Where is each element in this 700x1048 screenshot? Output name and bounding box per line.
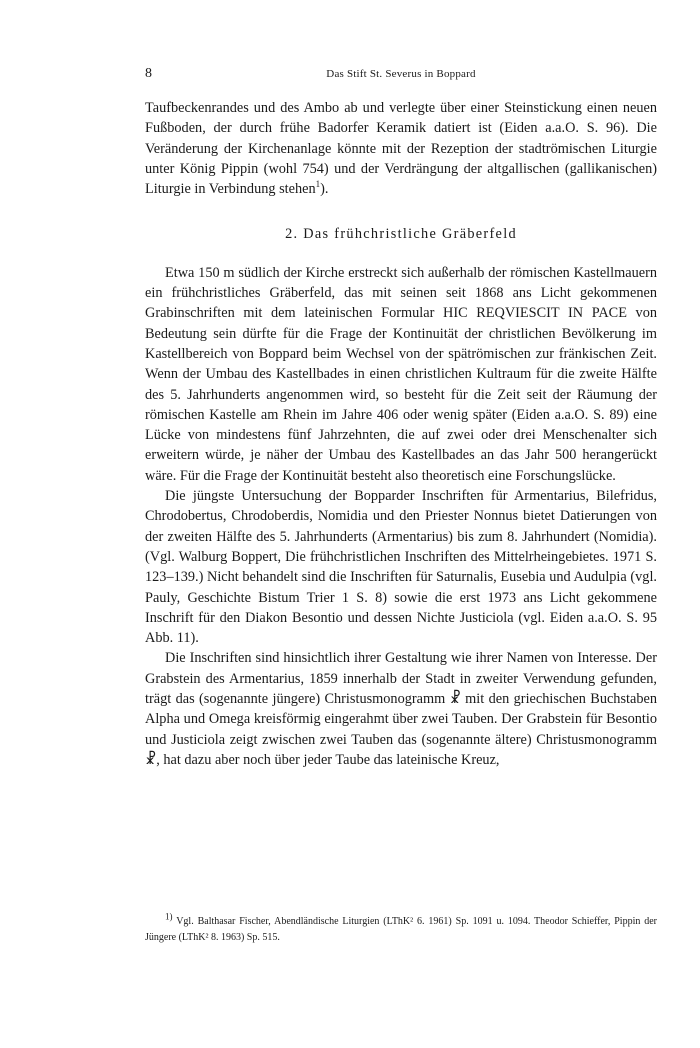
paragraph: Die jüngste Untersuchung der Bopparder Inschriften für Armentarius, Bilefridus, Chrodobertus, Chrodoberdis, Nomidia und den Priester Nonnus bietet Datierungen von der zweiten Hälfte des 5. Jahrhunderts (Armentarius) bis zum 8. Jahrhundert (Nomidia). (Vgl. Walburg Boppert, Die frühchristlichen Inschriften des Mittelrheingebietes. 1971 S. 123–139.) Nicht behandelt sind die Inschriften für Saturnalis, Eusebia und Audulpia (vgl. Pauly, Geschichte Bistum Trier 1 S. 8) sowie die erst 1973 ans Licht gekommene Inschrift für den Diakon Besontio und dessen Nichte Justiciola (vgl. Eiden a.a.O. S. 95 Abb. 11).	[145, 488, 657, 647]
paragraph-continuation-end: ).	[320, 181, 329, 198]
main-text	[145, 98, 657, 770]
page-header	[145, 66, 657, 86]
footnote-marker: 1)	[165, 911, 173, 922]
section-heading: 2. Das frühchristliche Gräberfeld	[285, 226, 517, 243]
running-title: Das Stift St. Severus in Boppard	[326, 68, 476, 80]
paragraph-continuation	[145, 98, 657, 199]
footnote-reference: 1	[315, 179, 321, 190]
paragraph-continuation-text: Taufbeckenrandes und des Ambo ab und verlegte über einer Steinstickung einen neuen Fußboden, der durch frühe Badorfer Keramik datiert ist (Eiden a.a.O. S. 96). Die Veränderung der Kirchenanlage könnte mit der Rezeption der stadtrömischen Liturgie unter König Pippin (wohl 754) und der Verdrängung der altgallischen (gallikanischen) Liturgie in Verbindung stehen	[145, 100, 657, 198]
footnote-text: Vgl. Balthasar Fischer, Abendländische Liturgien (LThK² 6. 1961) Sp. 1091 u. 1094. Theodor Schieffer, Pippin der Jüngere (LThK² 8. 1963) Sp. 515.	[145, 916, 657, 943]
footnotes	[145, 911, 657, 946]
paragraph: Etwa 150 m südlich der Kirche erstreckt sich außerhalb der römischen Kastellmauern ein frühchristliches Gräberfeld, das mit seinen seit 1868 ans Licht gekommenen Grabinschriften mit dem lateinischen Formular HIC REQVIESCIT IN PACE von Bedeutung sein dürfte für die Frage der Kontinuität der christlichen Bevölkerung im Kastellbereich von Boppard beim Wechsel von der spätrömischen zur fränkischen Zeit. Wenn der Umbau des Kastellbades in einen christlichen Kultraum für die zweite Hälfte des 5. Jahrhunderts angenommen wird, so besteht für die Zeit seit der Räumung der römischen Kastelle am Rhein im Jahre 406 oder wenig später (Eiden a.a.O. S. 89) eine Lücke von mindestens fünf Jahrzehnten, die auf zwei oder drei Menschenalter sich erweitern würde, je näher der Umbau des Kastellbades an das Jahr 500 herangerückt wäre. Für die Frage der Kontinuität besteht also theoretisch eine Forschungslücke.	[145, 264, 657, 484]
paragraph: Die Inschriften sind hinsichtlich ihrer Gestaltung wie ihrer Namen von Interesse. Der Grabstein des Armentarius, 1859 innerhalb der Stadt in zweiter Verwendung gefunden, trägt das (sogenannte jüngere) Christusmonogramm ☧ mit den griechischen Buchstaben Alpha und Omega kreisförmig eingerahmt über zwei Tauben. Der Grabstein für Besontio und Justiciola zeigt zwischen zwei Tauben das (sogenannte ältere) Christusmonogramm ☧, hat dazu aber noch über jeder Taube das lateinische Kreuz,	[145, 650, 657, 768]
footnote-1	[145, 911, 657, 946]
page-number: 8	[145, 66, 152, 81]
